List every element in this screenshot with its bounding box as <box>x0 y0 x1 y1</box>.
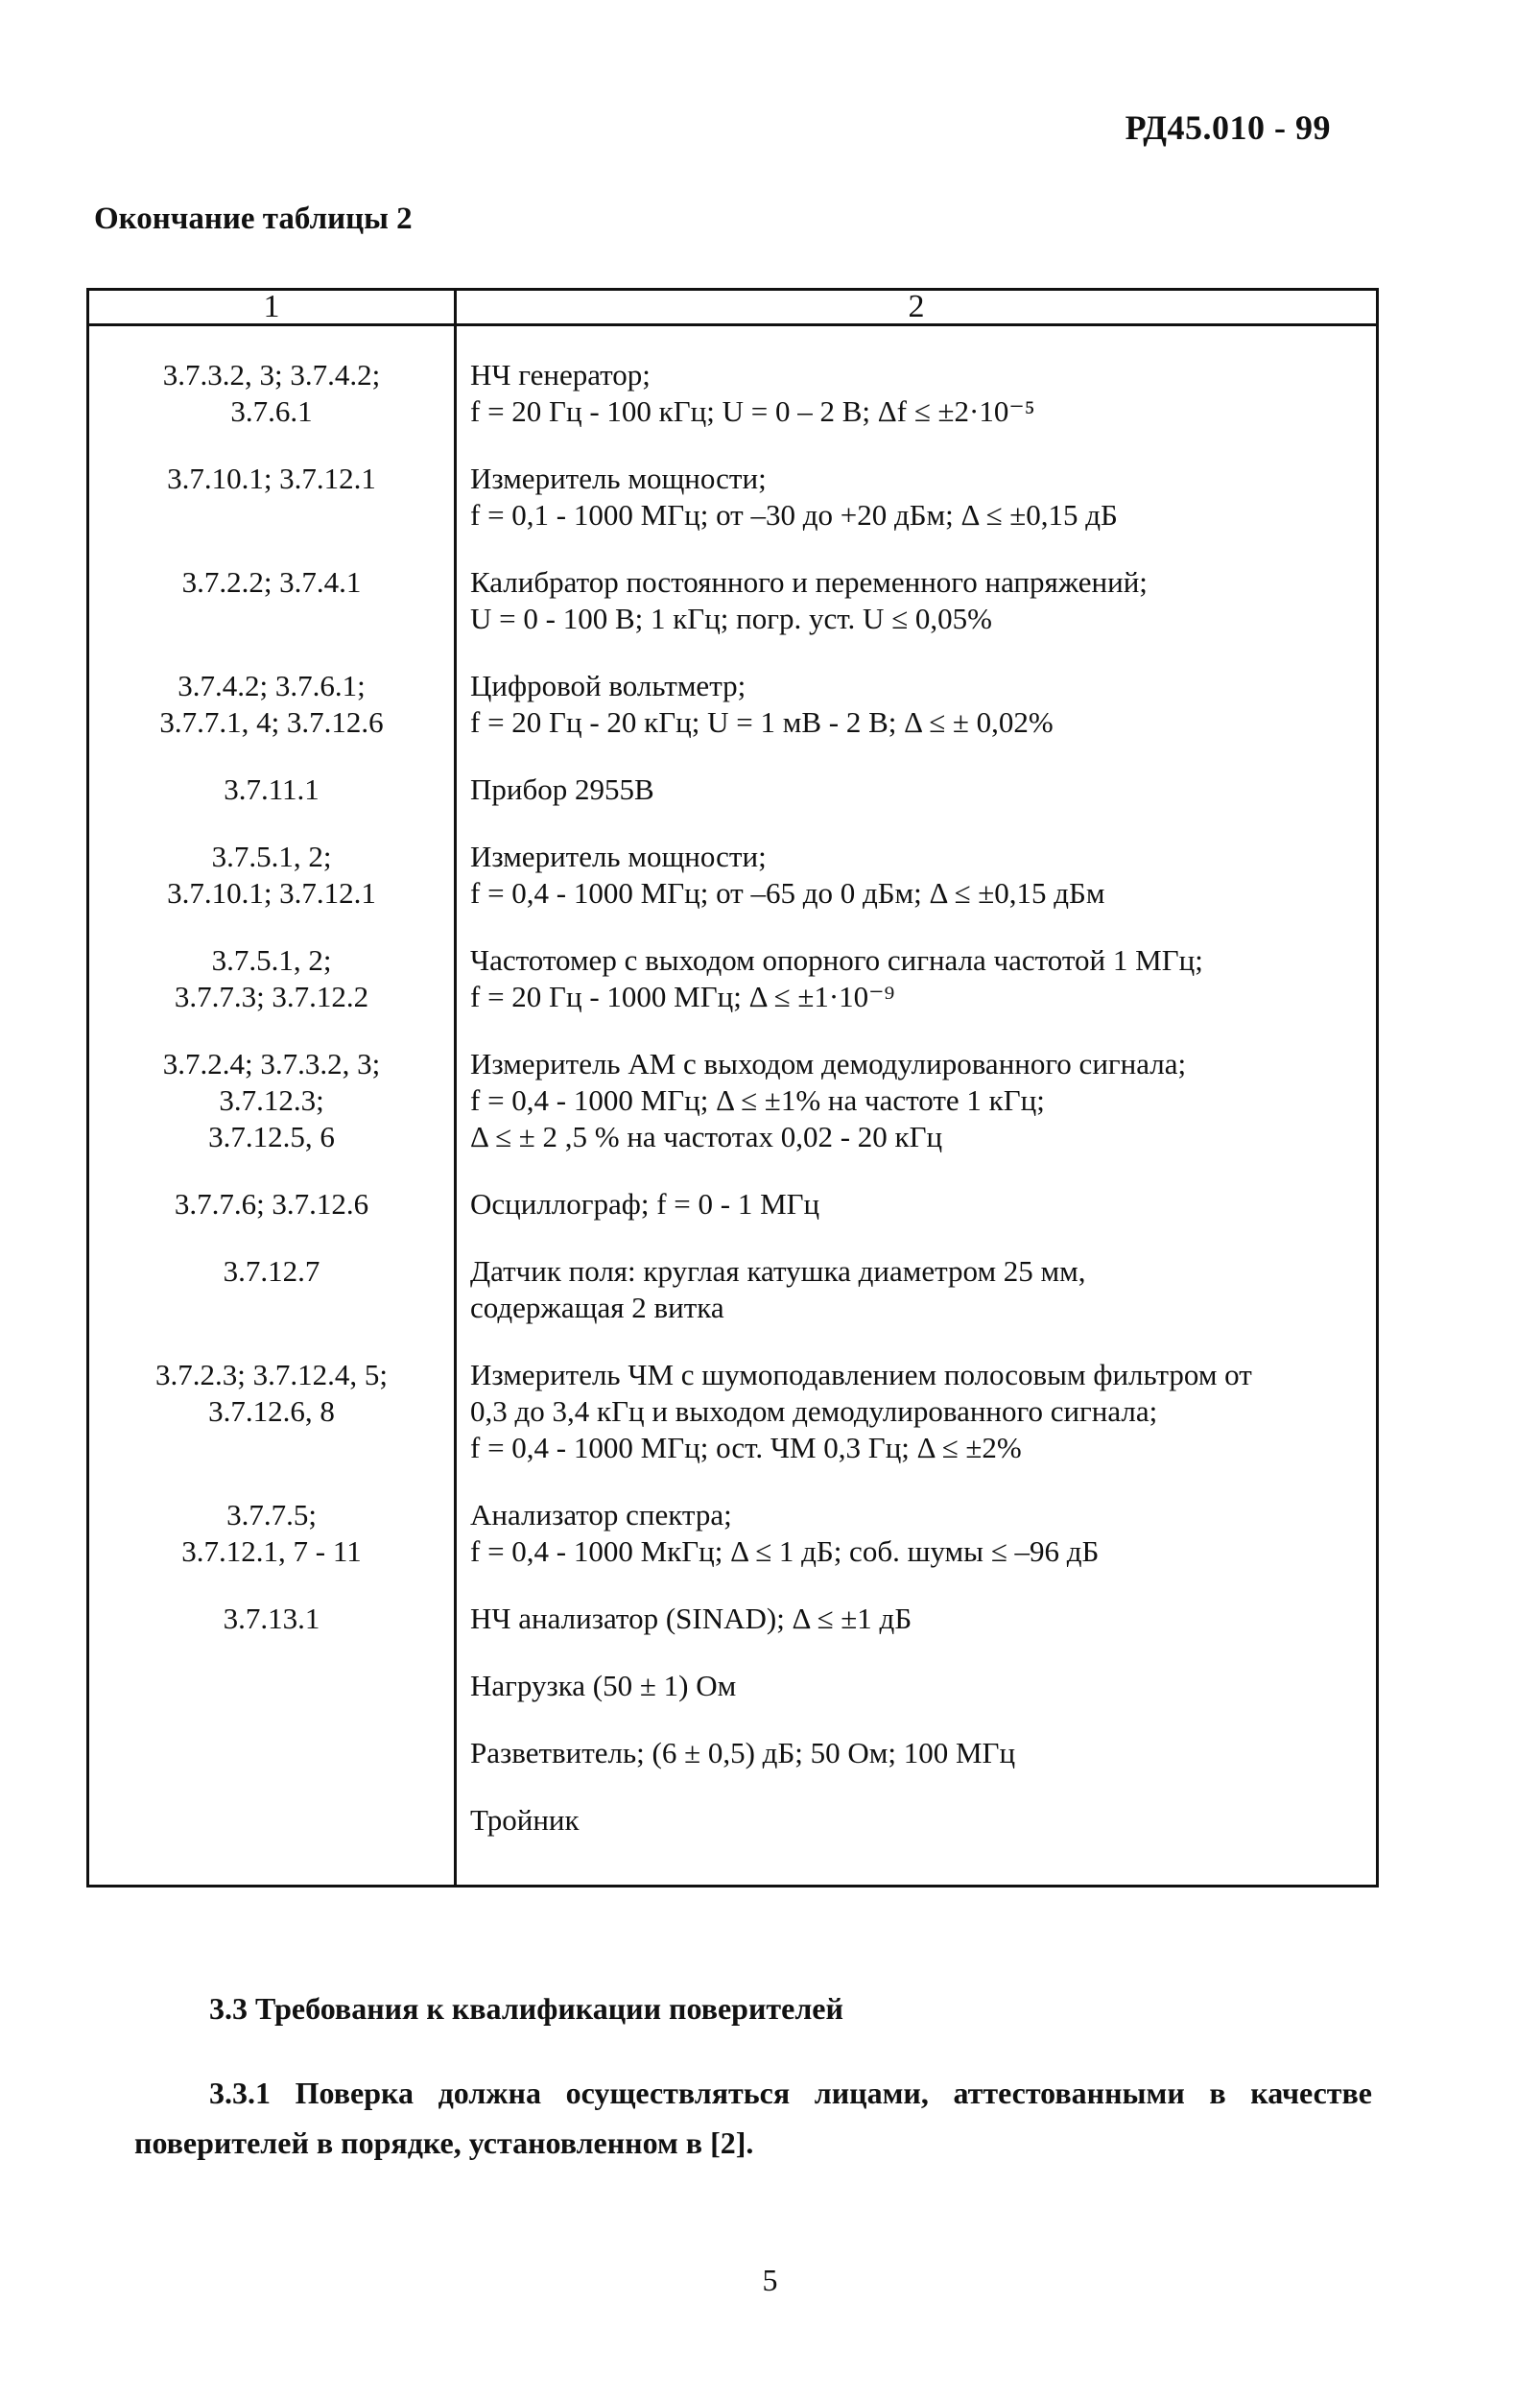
table-row <box>88 839 1378 942</box>
equipment-line: f = 0,4 - 1000 МГц; Δ ≤ ±1% на частоте 1 кГц; <box>470 1083 1045 1117</box>
equipment-cell <box>456 1802 1378 1887</box>
clause-line: 3.7.2.2; 3.7.4.1 <box>181 565 362 599</box>
equipment-cell <box>456 1253 1378 1357</box>
clause-line: 3.7.12.3; <box>219 1083 324 1117</box>
equipment-line: Δ ≤ ± 2 ,5 % на частотах 0,02 - 20 кГц <box>470 1120 943 1153</box>
equipment-cell <box>456 1046 1378 1186</box>
clause-cell <box>88 668 456 772</box>
equipment-line: Измеритель АМ с выходом демодулированного сигнала; <box>470 1047 1187 1080</box>
table-body <box>88 325 1378 1887</box>
clause-line: 3.7.7.1, 4; 3.7.12.6 <box>159 705 384 739</box>
equipment-line: f = 0,4 - 1000 МГц; ост. ЧМ 0,3 Гц; Δ ≤ ±2% <box>470 1431 1022 1464</box>
clause-cell <box>88 564 456 668</box>
clause-cell <box>88 1497 456 1601</box>
equipment-line: U = 0 - 100 В; 1 кГц; погр. уст. U ≤ 0,05% <box>470 602 992 635</box>
equipment-line: f = 0,4 - 1000 МГц; от –65 до 0 дБм; Δ ≤ ±0,15 дБм <box>470 876 1105 910</box>
table-row <box>88 461 1378 564</box>
equipment-line: Анализатор спектра; <box>470 1498 732 1531</box>
page-number: 5 <box>762 2263 778 2297</box>
column-header-2: 2 <box>456 290 1378 325</box>
equipment-cell <box>456 1601 1378 1668</box>
table-header-row <box>88 290 1378 325</box>
clause-line: 3.7.12.5, 6 <box>208 1120 335 1153</box>
clause-line: 3.7.5.1, 2; <box>211 943 332 977</box>
table-row <box>88 1186 1378 1253</box>
clause-line: 3.7.12.6, 8 <box>208 1394 335 1428</box>
table-row <box>88 1601 1378 1668</box>
table-row <box>88 668 1378 772</box>
table-row <box>88 942 1378 1046</box>
equipment-line: f = 20 Гц - 100 кГц; U = 0 – 2 В; Δf ≤ ±2·10⁻⁵ <box>470 394 1035 428</box>
equipment-cell <box>456 772 1378 839</box>
equipment-cell <box>456 668 1378 772</box>
equipment-cell <box>456 942 1378 1046</box>
equipment-line: f = 0,1 - 1000 МГц; от –30 до +20 дБм; Δ ≤ ±0,15 дБ <box>470 498 1118 532</box>
clause-cell <box>88 942 456 1046</box>
clause-line: 3.7.3.2, 3; 3.7.4.2; <box>162 358 381 392</box>
table-row <box>88 325 1378 462</box>
clause-line: 3.7.2.3; 3.7.12.4, 5; <box>155 1358 388 1391</box>
clause-line: 3.7.2.4; 3.7.3.2, 3; <box>162 1047 381 1080</box>
equipment-line: Прибор 2955В <box>470 772 654 806</box>
clause-line: 3.7.6.1 <box>230 394 313 428</box>
clause-cell <box>88 1735 456 1802</box>
equipment-cell <box>456 325 1378 462</box>
equipment-line: Датчик поля: круглая катушка диаметром 25 мм, <box>470 1254 1086 1288</box>
equipment-table <box>86 288 1379 1888</box>
equipment-line: Цифровой вольтметр; <box>470 669 746 702</box>
equipment-line: Измеритель ЧМ с шумоподавлением полосовым фильтром от <box>470 1358 1252 1391</box>
table-row <box>88 1668 1378 1735</box>
clause-line: 3.7.7.5; <box>226 1498 317 1531</box>
table-row <box>88 1357 1378 1497</box>
clause-cell <box>88 1357 456 1497</box>
clause-cell <box>88 1186 456 1253</box>
equipment-cell <box>456 839 1378 942</box>
equipment-line: 0,3 до 3,4 кГц и выходом демодулированного сигнала; <box>470 1394 1158 1428</box>
document-code: РД45.010 - 99 <box>1125 108 1331 147</box>
equipment-line: НЧ генератор; <box>470 358 651 392</box>
equipment-cell <box>456 1668 1378 1735</box>
equipment-cell <box>456 1357 1378 1497</box>
equipment-cell <box>456 1735 1378 1802</box>
clause-line: 3.7.7.3; 3.7.12.2 <box>174 980 369 1013</box>
clause-line: 3.7.11.1 <box>224 772 320 806</box>
clause-line: 3.7.10.1; 3.7.12.1 <box>167 462 376 495</box>
clause-cell <box>88 839 456 942</box>
table-row <box>88 1735 1378 1802</box>
clause-line: 3.7.5.1, 2; <box>211 840 332 873</box>
table-caption: Окончание таблицы 2 <box>94 202 413 236</box>
clause-line: 3.7.7.6; 3.7.12.6 <box>174 1187 369 1221</box>
section-heading: 3.3 Требования к квалификации поверителей <box>209 1991 843 2026</box>
equipment-cell <box>456 1186 1378 1253</box>
clause-line: 3.7.10.1; 3.7.12.1 <box>167 876 376 910</box>
equipment-line: f = 20 Гц - 1000 МГц; Δ ≤ ±1·10⁻⁹ <box>470 980 895 1013</box>
equipment-cell <box>456 564 1378 668</box>
equipment-line: Измеритель мощности; <box>470 462 767 495</box>
clause-cell <box>88 772 456 839</box>
clause-line: 3.7.13.1 <box>223 1602 320 1635</box>
equipment-cell <box>456 1497 1378 1601</box>
clause-line: 3.7.12.1, 7 - 11 <box>181 1534 362 1568</box>
clause-cell <box>88 1601 456 1668</box>
table-row <box>88 1046 1378 1186</box>
equipment-line: Измеритель мощности; <box>470 840 767 873</box>
clause-cell <box>88 1802 456 1887</box>
equipment-line: Калибратор постоянного и переменного напряжений; <box>470 565 1148 599</box>
column-header-1: 1 <box>88 290 456 325</box>
clause-cell <box>88 1668 456 1735</box>
clause-line: 3.7.4.2; 3.7.6.1; <box>178 669 366 702</box>
clause-line: 3.7.12.7 <box>223 1254 320 1288</box>
equipment-cell <box>456 461 1378 564</box>
equipment-line: Осциллограф; f = 0 - 1 МГц <box>470 1187 820 1221</box>
section-paragraph: 3.3.1 Поверка должна осуществляться лицами, аттестованными в качестве поверителей в порядке, установленном в [2]. <box>134 2076 1372 2160</box>
table-row <box>88 564 1378 668</box>
equipment-line: Разветвитель; (6 ± 0,5) дБ; 50 Ом; 100 МГц <box>470 1736 1016 1769</box>
clause-cell <box>88 1253 456 1357</box>
equipment-line: Нагрузка (50 ± 1) Ом <box>470 1669 737 1702</box>
equipment-line: НЧ анализатор (SINAD); Δ ≤ ±1 дБ <box>470 1602 912 1635</box>
equipment-line: f = 0,4 - 1000 МкГц; Δ ≤ 1 дБ; соб. шумы ≤ –96 дБ <box>470 1534 1100 1568</box>
table-row <box>88 1497 1378 1601</box>
table-row <box>88 772 1378 839</box>
equipment-line: Тройник <box>470 1803 580 1837</box>
equipment-line: содержащая 2 витка <box>470 1291 724 1324</box>
equipment-line: Частотомер с выходом опорного сигнала частотой 1 МГц; <box>470 943 1203 977</box>
clause-cell <box>88 461 456 564</box>
table-row <box>88 1802 1378 1887</box>
equipment-line: f = 20 Гц - 20 кГц; U = 1 мВ - 2 В; Δ ≤ ± 0,02% <box>470 705 1054 739</box>
clause-cell <box>88 1046 456 1186</box>
clause-cell <box>88 325 456 462</box>
table-row <box>88 1253 1378 1357</box>
